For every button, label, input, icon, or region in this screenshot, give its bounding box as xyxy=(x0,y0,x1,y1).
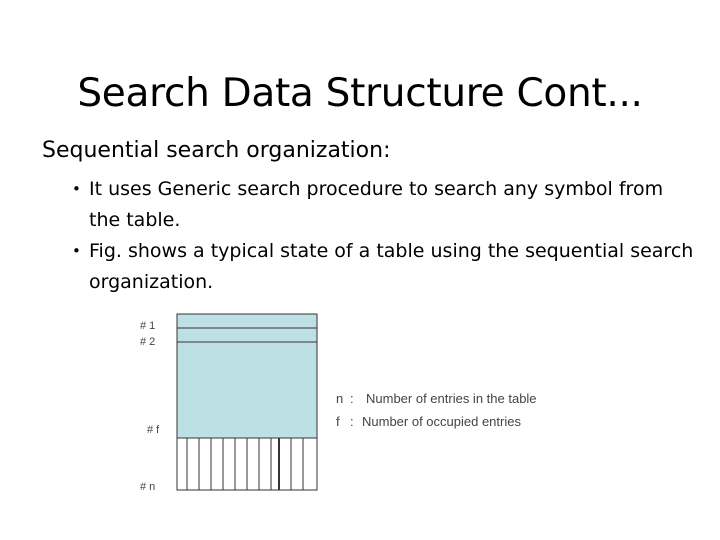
legend-separator: : xyxy=(350,391,354,406)
bullet-item xyxy=(72,236,700,298)
section-heading: Sequential search organization: xyxy=(42,138,391,163)
sequential-table-figure xyxy=(130,312,600,496)
bullet-text: Fig. shows a typical state of a table using the sequential search organization. xyxy=(89,240,694,293)
row-label-second: # 2 xyxy=(140,336,156,348)
legend-text: Number of entries in the table xyxy=(366,391,537,406)
bullet-list xyxy=(72,174,700,298)
legend-text: Number of occupied entries xyxy=(362,414,521,429)
bullet-marker: • xyxy=(72,242,81,260)
occupied-region xyxy=(177,314,317,438)
bullet-text: It uses Generic search procedure to search any symbol from the table. xyxy=(89,178,664,231)
row-label-f: # f xyxy=(147,424,160,436)
row-label-first: # 1 xyxy=(140,320,156,332)
figure-canvas xyxy=(130,312,600,496)
bullet-item xyxy=(72,174,700,236)
figure-legend xyxy=(336,391,537,429)
legend-symbol: n xyxy=(336,391,344,406)
slide-title: Search Data Structure Cont... xyxy=(77,71,643,117)
legend-symbol: f xyxy=(336,414,340,429)
bullet-marker: • xyxy=(72,180,81,198)
row-label-n: # n xyxy=(140,481,156,493)
free-entries-grid xyxy=(187,438,303,490)
legend-separator: : xyxy=(350,414,354,429)
